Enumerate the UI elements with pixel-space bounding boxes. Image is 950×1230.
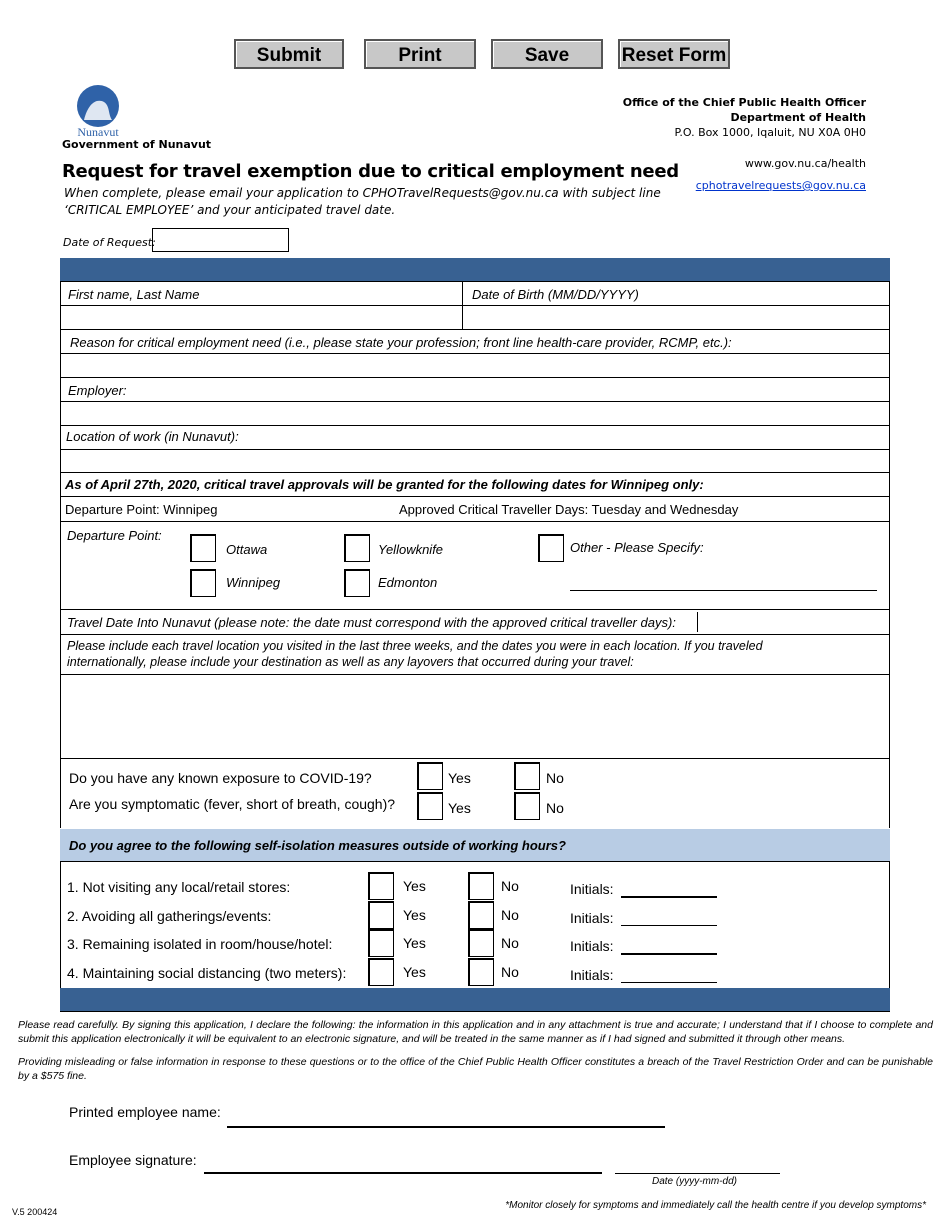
reset-form-button[interactable]: Reset Form <box>618 39 730 69</box>
save-button[interactable]: Save <box>491 39 603 69</box>
signature-date-input[interactable] <box>615 1173 780 1174</box>
initials-input[interactable] <box>621 896 717 898</box>
symptomatic-yes-checkbox[interactable] <box>417 792 443 820</box>
initials-input[interactable] <box>621 953 717 955</box>
departure-winnipeg: Departure Point: Winnipeg <box>65 502 218 517</box>
isolation-header: Do you agree to the following self-isolation measures outside of working hours? <box>69 838 566 853</box>
name-dob-label-row <box>60 282 890 306</box>
initials-label: Initials: <box>570 881 614 897</box>
employer-input[interactable] <box>60 402 890 426</box>
symptomatic-question: Are you symptomatic (fever, short of breath, cough)? <box>69 796 396 812</box>
reason-label: Reason for critical employment need (i.e., please state your profession; front line health-care provider, RCMP, etc.): <box>70 335 732 350</box>
name-label: First name, Last Name <box>68 287 200 302</box>
isolation-item <box>60 929 890 957</box>
svg-text:Nunavut: Nunavut <box>77 125 119 138</box>
isolation-no-label: No <box>501 906 519 923</box>
exposure-yes-checkbox[interactable] <box>417 762 443 790</box>
travel-date-row <box>60 610 890 635</box>
exposure-no-checkbox[interactable] <box>514 762 540 790</box>
isolation-item-label: 4. Maintaining social distancing (two meters): <box>67 964 347 981</box>
printed-name-label: Printed employee name: <box>69 1104 221 1120</box>
submit-button[interactable]: Submit <box>234 39 344 69</box>
isolation-item-label: 3. Remaining isolated in room/house/hotel: <box>67 936 333 952</box>
employer-label: Employer: <box>68 383 127 398</box>
isolation-list <box>60 862 890 988</box>
footer-note: *Monitor closely for symptoms and immediately call the health centre if you develop symptoms* <box>505 1200 926 1211</box>
signature-input[interactable] <box>204 1172 602 1174</box>
government-name: Government of Nunavut <box>62 138 212 151</box>
initials-input[interactable] <box>621 925 717 926</box>
departure-section <box>60 522 890 610</box>
initials-label: Initials: <box>570 966 614 983</box>
isolation-item-label: 2. Avoiding all gatherings/events: <box>67 907 272 924</box>
departure-label: Departure Point: <box>67 528 162 543</box>
isolation-no-checkbox[interactable] <box>468 872 494 900</box>
isolation-yes-checkbox[interactable] <box>368 929 394 957</box>
winnipeg-checkbox[interactable] <box>190 569 216 597</box>
locations-label-row <box>60 635 890 675</box>
print-button[interactable]: Print <box>364 39 476 69</box>
isolation-yes-label: Yes <box>403 906 426 923</box>
exposure-question: Do you have any known exposure to COVID-19? <box>69 770 372 786</box>
isolation-no-label: No <box>501 935 519 951</box>
location-label-row <box>60 426 890 450</box>
website: www.gov.nu.ca/health <box>744 157 866 170</box>
isolation-yes-checkbox[interactable] <box>368 958 394 986</box>
date-of-request-input[interactable] <box>152 228 289 252</box>
exposure-yes-label: Yes <box>448 770 471 786</box>
location-label: Location of work (in Nunavut): <box>66 429 239 444</box>
isolation-item-label: 1. Not visiting any local/retail stores: <box>67 879 291 895</box>
address: P.O. Box 1000, Iqaluit, NU X0A 0H0 <box>674 126 866 139</box>
isolation-yes-label: Yes <box>403 963 426 980</box>
reason-input[interactable] <box>60 354 890 378</box>
footer-bar <box>60 988 890 1012</box>
location-input[interactable] <box>60 450 890 473</box>
name-input[interactable] <box>60 306 462 329</box>
isolation-no-checkbox[interactable] <box>468 929 494 957</box>
approved-days: Approved Critical Traveller Days: Tuesday and Wednesday <box>399 502 739 517</box>
nunavut-logo <box>74 84 122 138</box>
travel-date-label: Travel Date Into Nunavut (please note: the date must correspond with the approved critical traveller days): <box>67 615 676 630</box>
reason-label-row <box>60 330 890 354</box>
instructions-line-2: ‘CRITICAL EMPLOYEE’ and your anticipated travel date. <box>64 203 396 217</box>
isolation-yes-label: Yes <box>403 878 426 894</box>
isolation-no-label: No <box>501 963 519 980</box>
header-bar <box>60 258 890 282</box>
isolation-item <box>60 901 890 929</box>
office-name: Office of the Chief Public Health Officer <box>622 96 866 109</box>
travel-date-input[interactable] <box>697 612 890 632</box>
winnipeg-row <box>60 497 890 522</box>
printed-name-input[interactable] <box>227 1126 665 1128</box>
locations-label-2: internationally, please include your destination as well as any layovers that occurred during your travel: <box>67 655 634 669</box>
approval-notice-row <box>60 473 890 497</box>
isolation-no-checkbox[interactable] <box>468 958 494 986</box>
penalty-text: Providing misleading or false information in response to these questions or to the office of the Chief Public Health Officer constitutes a breach of the Travel Restriction Order and can be punishable by a $575 fine. <box>18 1056 933 1082</box>
isolation-no-checkbox[interactable] <box>468 901 494 929</box>
locations-textarea[interactable] <box>60 675 890 759</box>
locations-label-1: Please include each travel location you visited in the last three weeks, and the dates you were in each location. If you traveled <box>67 639 763 653</box>
yellowknife-checkbox[interactable] <box>344 534 370 562</box>
instructions-line-1: When complete, please email your application to CPHOTravelRequests@gov.nu.ca with subject line <box>64 186 661 200</box>
date-format-label: Date (yyyy-mm-dd) <box>652 1176 738 1187</box>
date-of-request-label: Date of Request: <box>63 236 156 249</box>
yellowknife-label: Yellowknife <box>378 542 444 557</box>
symptomatic-no-checkbox[interactable] <box>514 792 540 820</box>
covid-questions <box>60 759 890 828</box>
isolation-item <box>60 958 890 986</box>
ottawa-checkbox[interactable] <box>190 534 216 562</box>
email-link[interactable]: cphotravelrequests@gov.nu.ca <box>695 179 866 192</box>
name-dob-input-row <box>60 306 890 330</box>
winnipeg-label: Winnipeg <box>226 575 281 590</box>
initials-label: Initials: <box>570 938 614 954</box>
department-name: Department of Health <box>730 111 866 124</box>
employer-label-row <box>60 378 890 402</box>
isolation-yes-label: Yes <box>403 935 426 951</box>
edmonton-label: Edmonton <box>378 575 438 590</box>
other-label: Other - Please Specify: <box>570 540 704 555</box>
initials-label: Initials: <box>570 909 614 926</box>
other-specify-input[interactable] <box>570 590 877 591</box>
dob-label: Date of Birth (MM/DD/YYYY) <box>472 287 639 302</box>
signature-label: Employee signature: <box>69 1152 197 1168</box>
page-title: Request for travel exemption due to critical employment need <box>62 161 679 182</box>
exposure-no-label: No <box>546 770 564 786</box>
symptomatic-yes-label: Yes <box>448 800 471 816</box>
isolation-yes-checkbox[interactable] <box>368 901 394 929</box>
symptomatic-no-label: No <box>546 800 564 816</box>
initials-input[interactable] <box>621 982 717 983</box>
ottawa-label: Ottawa <box>226 542 268 557</box>
declaration-text: Please read carefully. By signing this application, I declare the following: the information in this application and in any attachment is true and accurate; I understand that if I choose to complete and submit this application electronically it will be equivalent to an electronic signature, and will be treated in the same manner as if I had signed and submitted it through other means. <box>18 1019 933 1045</box>
isolation-no-label: No <box>501 878 519 894</box>
isolation-header-bar <box>60 828 890 862</box>
dob-input[interactable] <box>463 306 889 329</box>
other-checkbox[interactable] <box>538 534 564 562</box>
approval-notice: As of April 27th, 2020, critical travel approvals will be granted for the following dates for Winnipeg only: <box>65 477 704 492</box>
isolation-yes-checkbox[interactable] <box>368 872 394 900</box>
edmonton-checkbox[interactable] <box>344 569 370 597</box>
isolation-item <box>60 872 890 900</box>
version: V.5 200424 <box>12 1207 58 1217</box>
